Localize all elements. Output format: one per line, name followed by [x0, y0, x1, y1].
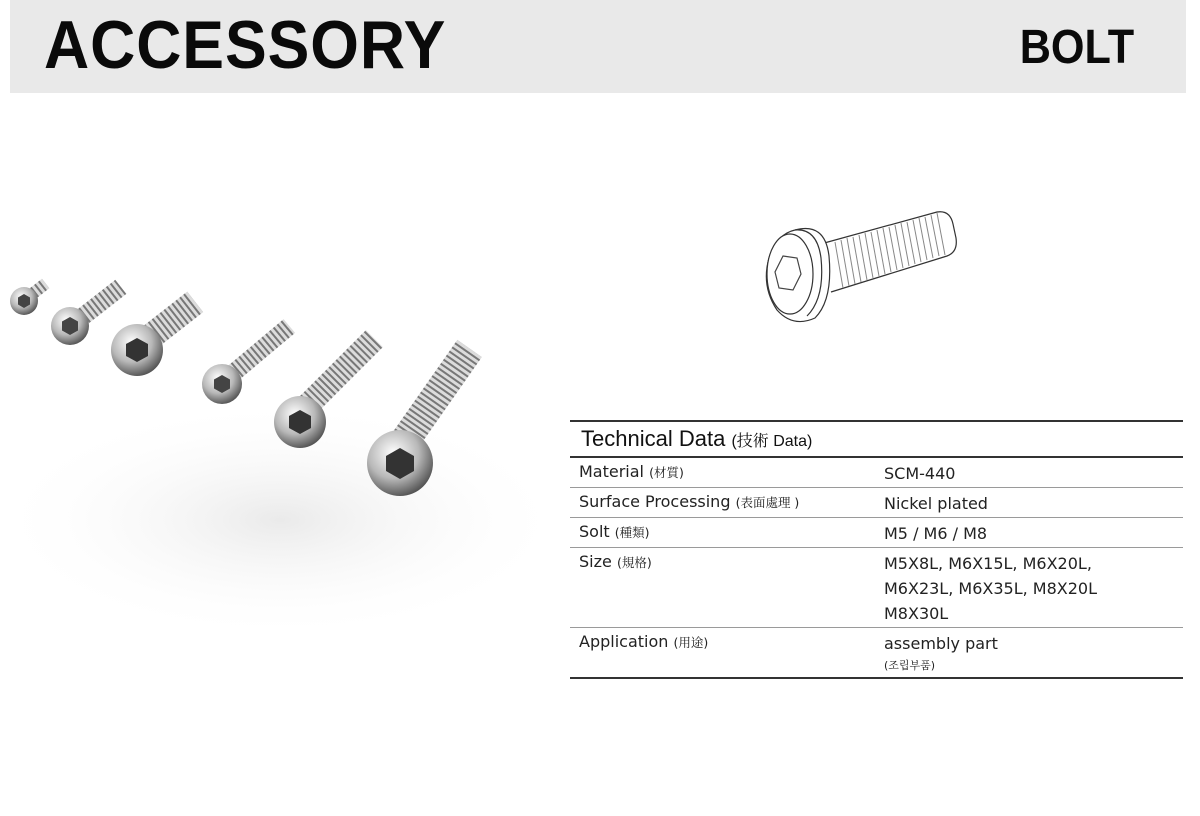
- row-label-text: Size: [579, 552, 612, 571]
- row-label-cjk: (表面處理 ): [735, 495, 800, 510]
- row-value: [875, 458, 1183, 487]
- row-label: [570, 458, 875, 487]
- header-banner: [10, 0, 1186, 93]
- bolt-line-drawing: [755, 200, 970, 340]
- row-value-line: assembly part: [884, 634, 998, 653]
- row-label-text: Solt: [579, 522, 610, 541]
- technical-data-title-text: Technical Data: [581, 426, 726, 451]
- row-label-text: Material: [579, 462, 644, 481]
- bolt-product-photo: [0, 230, 560, 660]
- row-label: [570, 518, 875, 547]
- technical-data-table: [570, 420, 1183, 679]
- row-label: [570, 548, 875, 627]
- bolt-m8x20: [111, 292, 203, 376]
- row-label-cjk: (材質): [649, 465, 684, 480]
- table-row-solt: [570, 518, 1183, 548]
- bolt-m6x15: [51, 280, 126, 345]
- category-title: BOLT: [1019, 21, 1134, 74]
- row-value-line: M5 / M6 / M8: [884, 524, 988, 543]
- bolt-m5x8: [10, 279, 49, 315]
- table-row-application: [570, 628, 1183, 677]
- row-value: [875, 628, 1183, 677]
- technical-data-title: [570, 422, 1183, 458]
- row-label-cjk: (用途): [673, 635, 709, 650]
- row-label-cjk: (規格): [616, 555, 652, 570]
- row-value: [875, 548, 1183, 627]
- row-label: [570, 488, 875, 517]
- table-row-size: [570, 548, 1183, 628]
- row-label-text: Application: [579, 632, 669, 651]
- technical-data-title-cjk: (技術 Data): [731, 433, 813, 450]
- row-value-line: M8X30L: [884, 604, 949, 623]
- row-value-note: (조립부품): [884, 659, 936, 672]
- bolt-m6x23: [202, 319, 295, 404]
- row-label-cjk: (種類): [614, 525, 650, 540]
- row-value: [875, 488, 1183, 517]
- row-value-line: M5X8L, M6X15L, M6X20L,: [884, 554, 1092, 573]
- page-title: ACCESSORY: [44, 7, 447, 83]
- row-value: [875, 518, 1183, 547]
- row-label-text: Surface Processing: [579, 492, 731, 511]
- table-row-surface-processing: [570, 488, 1183, 518]
- row-label: [570, 628, 875, 677]
- table-row-material: [570, 458, 1183, 488]
- row-value-line: Nickel plated: [884, 494, 988, 513]
- row-value-line: SCM-440: [884, 464, 956, 483]
- row-value-line: M6X23L, M6X35L, M8X20L: [884, 579, 1097, 598]
